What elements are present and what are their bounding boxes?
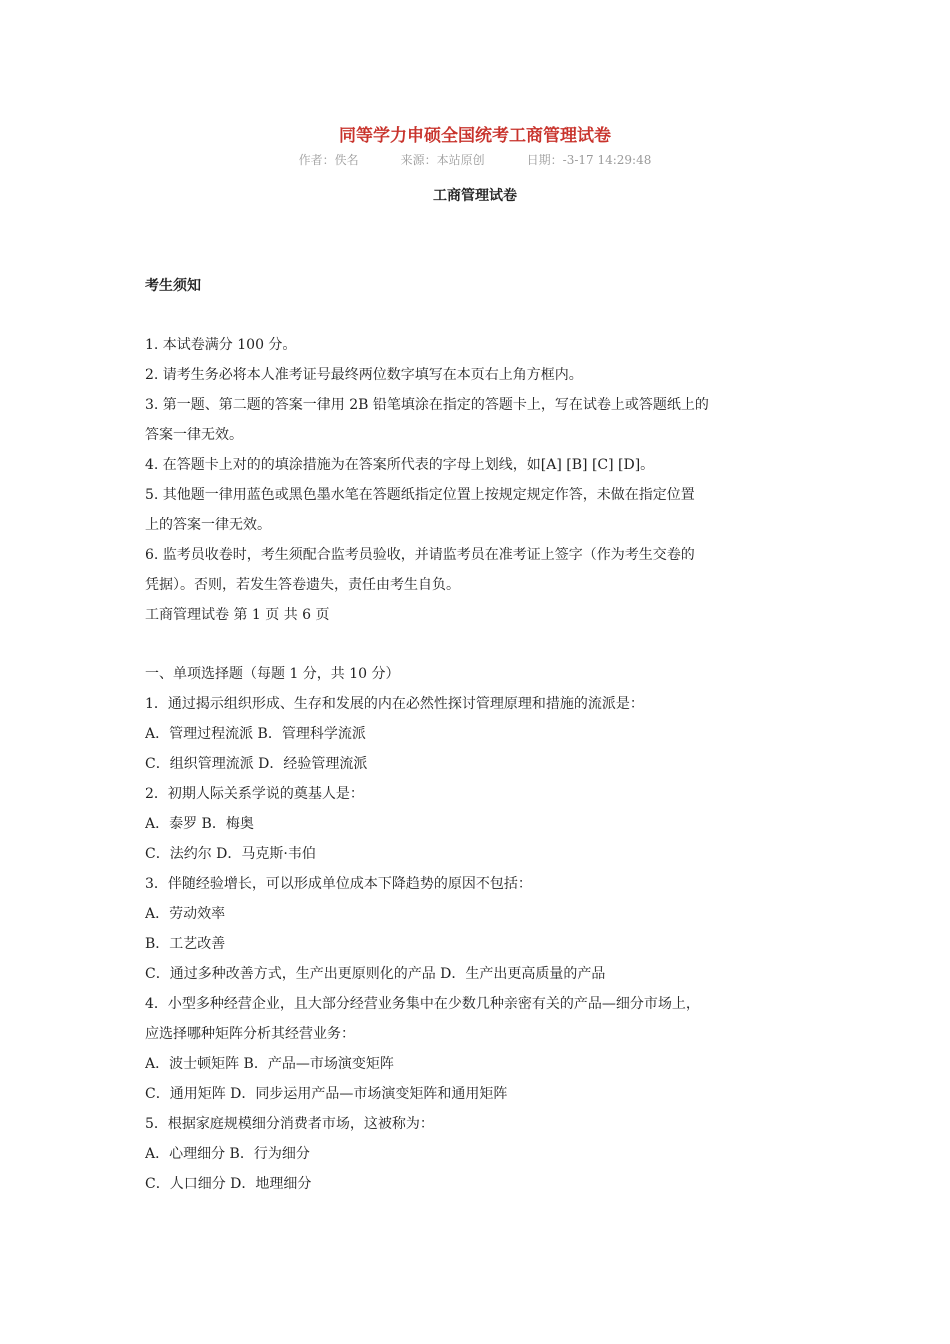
notice-line: 6. 监考员收卷时，考生须配合监考员验收，并请监考员在准考证上签字（作为考生交卷的 — [145, 547, 695, 563]
question-stem: 1．通过揭示组织形成、生存和发展的内在必然性探讨管理原理和措施的流派是： — [145, 696, 644, 712]
question-stem: 2．初期人际关系学说的奠基人是： — [145, 786, 364, 802]
question-options: C．通用矩阵 D．同步运用产品—市场演变矩阵和通用矩阵 — [145, 1086, 508, 1102]
question-options: A．管理过程流派 B．管理科学流派 — [145, 726, 366, 742]
question-stem: 3．伴随经验增长，可以形成单位成本下降趋势的原因不包括： — [145, 876, 532, 892]
exam-subtitle: 工商管理试卷 — [433, 188, 517, 204]
question-options: A．劳动效率 — [145, 906, 226, 922]
question-options: C．法约尔 D．马克斯·韦伯 — [145, 846, 316, 862]
notice-line: 4. 在答题卡上对的的填涂措施为在答案所代表的字母上划线，如[A] [B] [C] [D]。 — [145, 457, 655, 473]
notice-line: 凭据）。否则，若发生答卷遗失，责任由考生自负。 — [145, 577, 460, 593]
notice-line: 2. 请考生务必将本人准考证号最终两位数字填写在本页右上角方框内。 — [145, 367, 583, 383]
question-section — [145, 659, 785, 1199]
notice-line: 1. 本试卷满分 100 分。 — [145, 337, 297, 353]
notice-line: 3. 第一题、第二题的答案一律用 2B 铅笔填涂在指定的答题卡上，写在试卷上或答题纸上的 — [145, 397, 709, 413]
page-footer-note: 工商管理试卷 第 1 页 共 6 页 — [145, 607, 330, 623]
notice-line: 上的答案一律无效。 — [145, 517, 271, 533]
date-label: 日期：-3-17 14:29:48 — [526, 153, 652, 167]
page-title: 同等学力申硕全国统考工商管理试卷 — [339, 126, 611, 146]
question-stem: 4．小型多种经营企业，且大部分经营业务集中在少数几种亲密有关的产品—细分市场上， — [145, 996, 700, 1012]
source-label: 来源：本站原创 — [400, 153, 485, 167]
notice-list — [145, 330, 785, 630]
question-options: A．波士顿矩阵 B．产品—市场演变矩阵 — [145, 1056, 394, 1072]
question-options: A．心理细分 B．行为细分 — [145, 1146, 310, 1162]
question-options: C．通过多种改善方式，生产出更原则化的产品 D．生产出更高质量的产品 — [145, 966, 606, 982]
question-stem: 5．根据家庭规模细分消费者市场，这被称为： — [145, 1116, 434, 1132]
question-stem: 应选择哪种矩阵分析其经营业务： — [145, 1026, 355, 1042]
question-options: C．组织管理流派 D．经验管理流派 — [145, 756, 368, 772]
notice-line: 5. 其他题一律用蓝色或黑色墨水笔在答题纸指定位置上按规定规定作答，未做在指定位置 — [145, 487, 695, 503]
author-label: 作者：佚名 — [298, 153, 359, 167]
question-options: B．工艺改善 — [145, 936, 226, 952]
article-meta — [0, 151, 950, 169]
notice-heading: 考生须知 — [145, 278, 201, 294]
question-options: A．泰罗 B．梅奥 — [145, 816, 254, 832]
section-heading: 一、单项选择题（每题 1 分，共 10 分） — [145, 666, 400, 682]
question-options: C．人口细分 D．地理细分 — [145, 1176, 312, 1192]
notice-line: 答案一律无效。 — [145, 427, 243, 443]
